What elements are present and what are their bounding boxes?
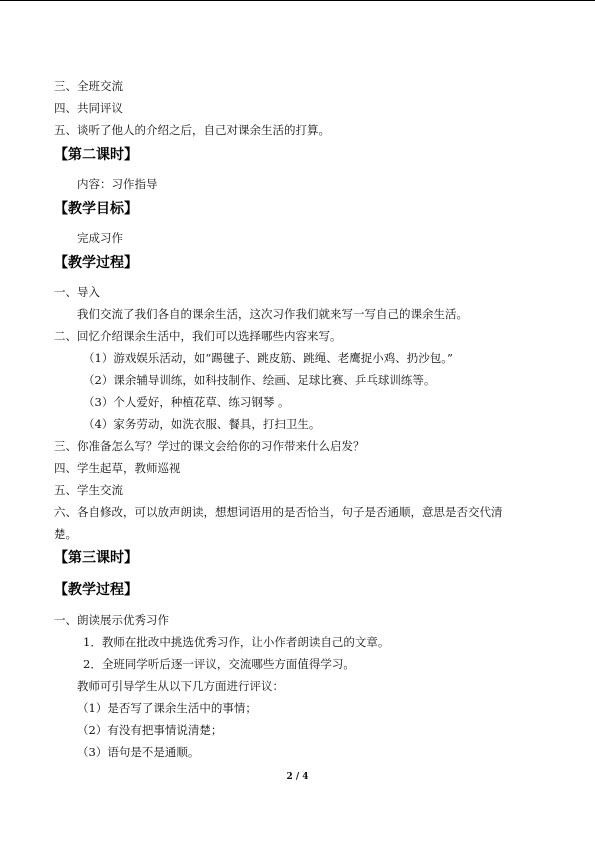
body-line: 一、朗读展示优秀习作 <box>54 613 169 627</box>
body-line: （1）游戏娱乐活动，如“踢毽子、跳皮筋、跳绳、老鹰捉小鸡、扔沙包。” <box>83 351 453 365</box>
body-line: （1）是否写了课余生活中的事情； <box>77 701 257 715</box>
section-heading: 【第三课时】 <box>54 550 138 566</box>
body-line: （4）家务劳动，如洗衣服、餐具，打扫卫生。 <box>83 417 321 431</box>
body-line: 1．教师在批改中挑选优秀习作，让小作者朗读自己的文章。 <box>83 635 390 649</box>
body-line: （3）语句是不是通顺。 <box>77 745 200 759</box>
body-line: 五、学生交流 <box>54 483 123 497</box>
body-line: 一、导入 <box>54 285 100 299</box>
section-heading: 【教学目标】 <box>54 201 138 217</box>
body-line: （3）个人爱好，种植花草、练习钢琴 。 <box>83 395 290 409</box>
body-line: 五、谈听了他人的介绍之后，自己对课余生活的打算。 <box>54 123 330 137</box>
body-line: 三、你准备怎么写？学过的课文会给你的习作带来什么启发？ <box>54 439 365 453</box>
body-line: 楚。 <box>54 527 77 541</box>
body-line: 二、回忆介绍课余生活中，我们可以选择哪些内容来写。 <box>54 329 342 343</box>
body-line: 教师可引导学生从以下几方面进行评议： <box>77 679 284 693</box>
body-line: 我们交流了我们各自的课余生活，这次习作我们就来写一写自己的课余生活。 <box>77 307 468 321</box>
body-line: 完成习作 <box>77 231 123 245</box>
body-line: （2）课余辅导训练，如科技制作、绘画、足球比赛、乒乓球训练等。 <box>83 373 436 387</box>
body-line: 内容：习作指导 <box>77 177 158 191</box>
body-line: 四、学生起草，教师巡视 <box>54 461 181 475</box>
section-heading: 【教学过程】 <box>54 255 138 271</box>
body-line: 2．全班同学听后逐一评议，交流哪些方面值得学习。 <box>83 657 355 671</box>
page-number: 2 / 4 <box>286 772 309 782</box>
section-heading: 【第二课时】 <box>54 147 138 163</box>
body-line: （2）有没有把事情说清楚； <box>77 723 223 737</box>
body-line: 六、各自修改，可以放声朗读，想想词语用的是否恰当，句子是否通顺，意思是否交代清 <box>54 505 503 519</box>
section-heading: 【教学过程】 <box>54 582 138 598</box>
body-line: 四、共同评议 <box>54 101 123 115</box>
body-line: 三、全班交流 <box>54 79 123 93</box>
